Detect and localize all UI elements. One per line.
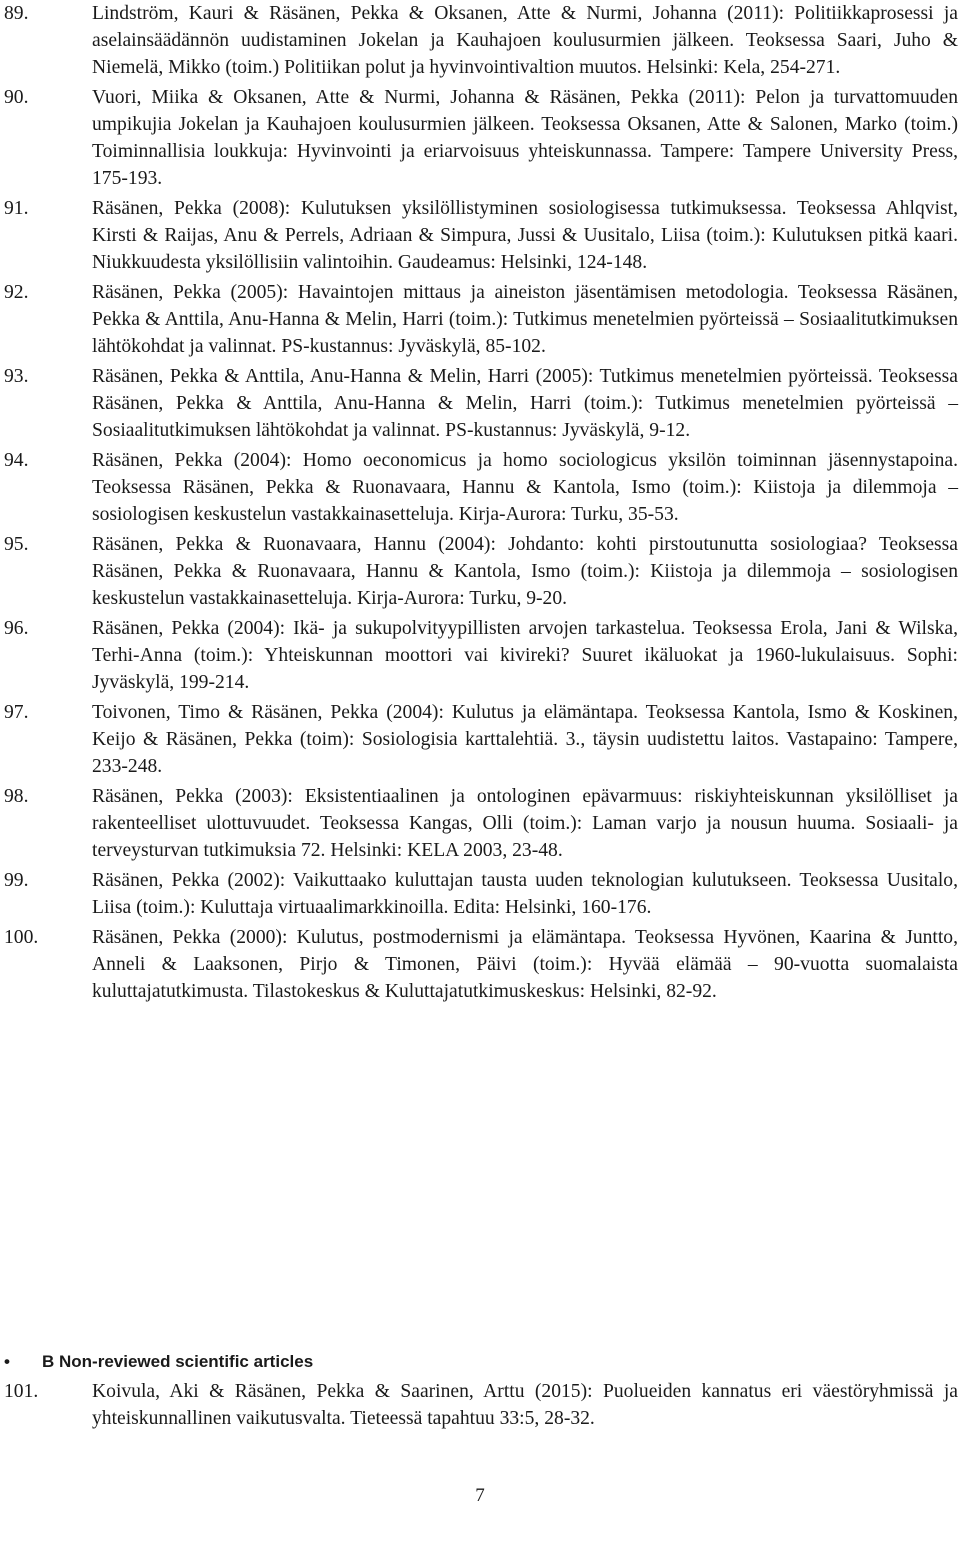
reference-number: 97. xyxy=(4,702,29,723)
reference-text: Räsänen, Pekka (2002): Vaikuttaako kuluttajan tausta uuden teknologian kulutukseen. Teoksessa Uusitalo, Liisa (toim.): Kuluttaja virtuaalimarkkinoilla. Edita: Helsinki, 160-176. xyxy=(92,870,958,918)
reference-number: 101. xyxy=(4,1381,39,1402)
reference-95 xyxy=(4,531,958,612)
reference-text: Räsänen, Pekka (2000): Kulutus, postmodernismi ja elämäntapa. Teoksessa Hyvönen, Kaarina & Juntto, Anneli & Laaksonen, Pirjo & Timonen, Päivi (toim.): Hyvää elämää – 90-vuotta suomalaista kuluttajatutkimusta. Tilastokeskus & Kuluttajatutkimuskeskus: Helsinki, 82-92. xyxy=(92,927,958,1002)
reference-89 xyxy=(4,0,958,81)
reference-number: 91. xyxy=(4,198,29,219)
reference-100 xyxy=(4,924,958,1005)
reference-text: Räsänen, Pekka (2008): Kulutuksen yksilöllistyminen sosiologisessa tutkimuksessa. Teoksessa Ahlqvist, Kirsti & Raijas, Anu & Perrels, Adriaan & Simpura, Jussi & Uusitalo, Liisa (toim.): Kulutuksen pitkä kaari. Niukkuudesta yksilöllisiin valintoihin. Gaudeamus: Helsinki, 124-148. xyxy=(92,198,958,273)
reference-text: Räsänen, Pekka (2005): Havaintojen mittaus ja aineiston jäsentämisen metodologia. Teoksessa Räsänen, Pekka & Anttila, Anu-Hanna & Melin, Harri (toim.): Tutkimus menetelmien pyörteissä – Sosiaalitutkimuksen lähtökohdat ja valinnat. PS-kustannus: Jyväskylä, 85-102. xyxy=(92,282,958,357)
reference-93 xyxy=(4,363,958,444)
reference-number: 95. xyxy=(4,534,29,555)
section-title: B Non-reviewed scientific articles xyxy=(42,1352,314,1371)
reference-number: 90. xyxy=(4,87,29,108)
reference-number: 89. xyxy=(4,3,29,24)
reference-91 xyxy=(4,195,958,276)
reference-number: 96. xyxy=(4,618,29,639)
reference-text: Toivonen, Timo & Räsänen, Pekka (2004): Kulutus ja elämäntapa. Teoksessa Kantola, Ismo & Koskinen, Keijo & Räsänen, Pekka (toim): Sosiologisia karttalehtiä. 3., täysin uudistettu laitos. Vastapaino: Tampere, 233-248. xyxy=(92,702,958,777)
reference-96 xyxy=(4,615,958,696)
reference-number: 98. xyxy=(4,786,29,807)
reference-94 xyxy=(4,447,958,528)
reference-number: 94. xyxy=(4,450,29,471)
reference-101 xyxy=(4,1378,958,1432)
reference-number: 93. xyxy=(4,366,29,387)
reference-text: Räsänen, Pekka (2004): Homo oeconomicus ja homo sociologicus yksilön toiminnan jäsennystapoina. Teoksessa Räsänen, Pekka & Ruonavaara, Hannu & Kantola, Ismo (toim.): Kiistoja ja dilemmoja – sosiologisen keskustelun vastakkainasetteluja. Kirja-Aurora: Turku, 35-53. xyxy=(92,450,958,525)
bullet-icon: • xyxy=(4,1352,10,1371)
reference-list-b xyxy=(4,1378,958,1435)
section-heading-b xyxy=(4,1349,944,1375)
reference-number: 99. xyxy=(4,870,29,891)
reference-98 xyxy=(4,783,958,864)
reference-90 xyxy=(4,84,958,192)
reference-92 xyxy=(4,279,958,360)
reference-text: Vuori, Miika & Oksanen, Atte & Nurmi, Johanna & Räsänen, Pekka (2011): Pelon ja turvattomuuden umpikujia Jokelan ja Kauhajoen koulusurmien jälkeen. Teoksessa Oksanen, Atte & Salonen, Marko (toim.) Toiminnallisia loukkuja: Hyvinvointi ja eriarvoisuus yhteiskunnassa. Tampere: Tampere University Press, 175-193. xyxy=(92,87,958,189)
reference-text: Räsänen, Pekka & Anttila, Anu-Hanna & Melin, Harri (2005): Tutkimus menetelmien pyörteissä. Teoksessa Räsänen, Pekka & Anttila, Anu-Hanna & Melin, Harri (toim.): Tutkimus menetelmien pyörteissä – Sosiaalitutkimuksen lähtökohdat ja valinnat. PS-kustannus: Jyväskylä, 9-12. xyxy=(92,366,958,441)
reference-text: Lindström, Kauri & Räsänen, Pekka & Oksanen, Atte & Nurmi, Johanna (2011): Politiikkaprosessi ja aselainsäädännön uudistaminen Jokelan ja Kauhajoen koulusurmien jälkeen. Teoksessa Saari, Juho & Niemelä, Mikko (toim.) Politiikan polut ja hyvinvointivaltion muutos. Helsinki: Kela, 254-271. xyxy=(92,3,958,78)
reference-text: Koivula, Aki & Räsänen, Pekka & Saarinen, Arttu (2015): Puolueiden kannatus eri väestöryhmissä ja yhteiskunnallinen vaikutusvalta. Tieteessä tapahtuu 33:5, 28-32. xyxy=(92,1381,958,1429)
reference-number: 92. xyxy=(4,282,29,303)
page-number: 7 xyxy=(475,1485,485,1506)
reference-list-a xyxy=(4,0,958,1008)
reference-text: Räsänen, Pekka & Ruonavaara, Hannu (2004): Johdanto: kohti pirstoutunutta sosiologiaa? Teoksessa Räsänen, Pekka & Ruonavaara, Hannu & Kantola, Ismo (toim.): Kiistoja ja dilemmoja – sosiologisen keskustelun vastakkainasetteluja. Kirja-Aurora: Turku, 9-20. xyxy=(92,534,958,609)
reference-99 xyxy=(4,867,958,921)
reference-text: Räsänen, Pekka (2003): Eksistentiaalinen ja ontologinen epävarmuus: riskiyhteiskunnan yksilölliset ja rakenteelliset ulottuvuudet. Teoksessa Kangas, Olli (toim.): Laman varjo ja nousun huuma. Sosiaali- ja terveysturvan tutkimuksia 72. Helsinki: KELA 2003, 23-48. xyxy=(92,786,958,861)
reference-text: Räsänen, Pekka (2004): Ikä- ja sukupolvityypillisten arvojen tarkastelua. Teoksessa Erola, Jani & Wilska, Terhi-Anna (toim.): Yhteiskunnan moottori vai kivireki? Suuret ikäluokat ja 1960-lukulaisuus. Sophi: Jyväskylä, 199-214. xyxy=(92,618,958,693)
reference-97 xyxy=(4,699,958,780)
reference-number: 100. xyxy=(4,927,39,948)
